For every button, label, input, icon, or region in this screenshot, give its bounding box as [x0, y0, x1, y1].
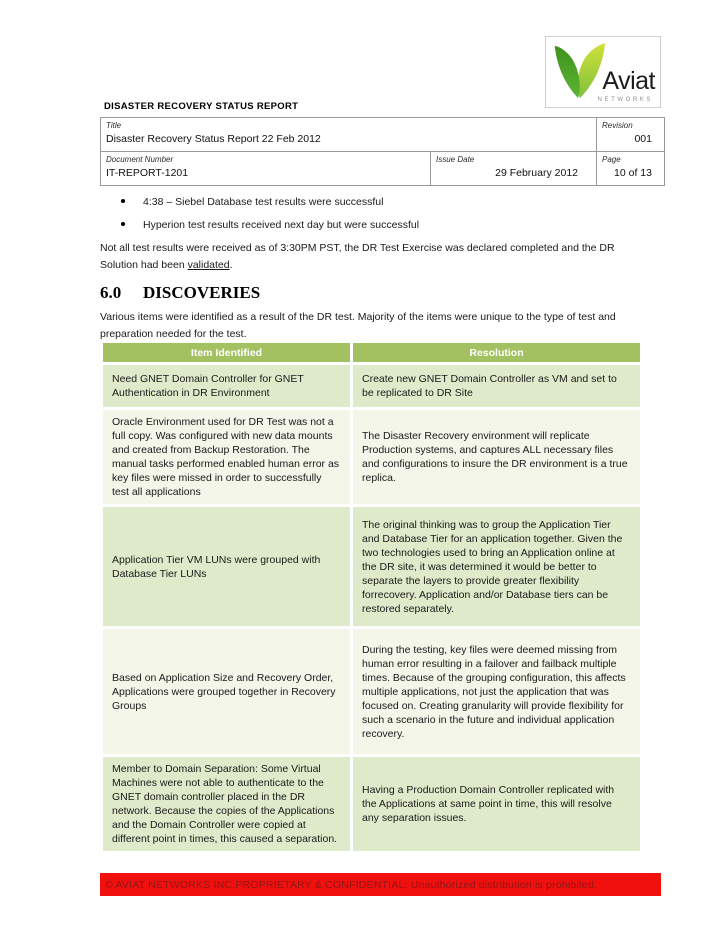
column-header-resolution: Resolution — [353, 343, 640, 362]
resolution-cell: The original thinking was to group the Application Tier and Database Tier for an application together. Given the two technologies used to bring an Application online at the DR site, it was determined it would be better to separate the layers to provide greater flexibility forrecovery. Application and/or Database tiers can be restored separately. — [353, 507, 640, 626]
issue-date-value: 29 February 2012 — [495, 167, 578, 179]
discoveries-table — [103, 343, 640, 851]
item-cell: Oracle Environment used for DR Test was not a full copy. Was configured with new data mounts and created from Backup Restoration. The manual tasks performed enabled human error as key files were missed in order to successfully test all applications — [103, 410, 350, 504]
item-cell: Need GNET Domain Controller for GNET Authentication in DR Environment — [103, 365, 350, 407]
aviat-logo — [545, 36, 661, 108]
table-row — [103, 757, 640, 851]
section-intro: Various items were identified as a result of the DR test. Majority of the items were unique to the type of test and preparation needed for the test. — [100, 311, 616, 340]
table-header-row — [103, 343, 640, 362]
meta-cell-title — [101, 118, 597, 152]
document-number-value: IT-REPORT-1201 — [106, 167, 189, 179]
closing-text-before: Not all test results were received as of 3:30PM PST, the DR Test Exercise was declared completed and the DR Solution had been — [100, 242, 615, 271]
table-row — [103, 365, 640, 407]
bullet-dot-icon — [121, 199, 125, 203]
revision-value: 001 — [634, 133, 652, 145]
resolution-cell: Create new GNET Domain Controller as VM and set to be replicated to DR Site — [353, 365, 640, 407]
page-label: Page — [602, 155, 621, 164]
item-cell: Member to Domain Separation: Some Virtual Machines were not able to authenticate to the GNET domain controller placed in the DR network. Because the copies of the Applications and the Domain Controller were copied at different point in times, this caused a separation. — [103, 757, 350, 851]
table-row — [103, 629, 640, 754]
confidential-footer-bar — [100, 873, 661, 896]
meta-cell-issue-date — [431, 152, 597, 186]
document-number-label: Document Number — [106, 155, 174, 164]
title-value: Disaster Recovery Status Report 22 Feb 2012 — [106, 133, 321, 145]
section-number: 6.0 — [100, 283, 122, 302]
logo-sub-text: NETWORKS — [597, 97, 653, 103]
meta-cell-page — [597, 152, 665, 186]
document-meta-table — [100, 117, 665, 186]
title-label: Title — [106, 121, 122, 130]
confidential-footer-text: © AVIAT NETWORKS INC.PROPRIETARY & CONFIDENTIAL: Unauthorized distribution is prohibited. — [105, 878, 598, 891]
closing-text-underlined: validated — [187, 259, 230, 271]
item-cell: Application Tier VM LUNs were grouped with Database Tier LUNs — [103, 507, 350, 626]
aviat-leaf-icon — [551, 41, 607, 103]
logo-brand-text: Aviat — [602, 67, 655, 95]
column-header-item-identified: Item Identified — [103, 343, 350, 362]
list-item — [100, 196, 645, 208]
bullet-text: 4:38 – Siebel Database test results were successful — [143, 196, 384, 208]
table-row — [103, 410, 640, 504]
issue-date-label: Issue Date — [436, 155, 475, 164]
bullet-dot-icon — [121, 222, 125, 226]
table-row — [103, 507, 640, 626]
meta-cell-revision — [597, 118, 665, 152]
item-cell: Based on Application Size and Recovery Order, Applications were grouped together in Recovery Groups — [103, 629, 350, 754]
bullet-text: Hyperion test results received next day but were successful — [143, 219, 420, 231]
closing-text-after: . — [229, 259, 233, 271]
list-item — [100, 219, 645, 231]
resolution-cell: During the testing, key files were deemed missing from human error resulting in a failover and failback multiple times. Because of the grouping configuration, this affects multiple applications, not just the application that was focused on. Creating granularity will provide flexibility for such a scenario in the future and individual application recovery. — [353, 629, 640, 754]
section-heading — [100, 283, 260, 303]
resolution-cell: The Disaster Recovery environment will replicate Production systems, and captures ALL necessary files and configurations to insure the DR environment is a true replica. — [353, 410, 640, 504]
page-value: 10 of 13 — [614, 167, 652, 179]
report-title: DISASTER RECOVERY STATUS REPORT — [104, 101, 299, 112]
closing-paragraph — [100, 240, 649, 274]
revision-label: Revision — [602, 121, 633, 130]
section-title: DISCOVERIES — [143, 283, 261, 302]
meta-cell-document-number — [101, 152, 431, 186]
resolution-cell: Having a Production Domain Controller replicated with the Applications at same point in time, this will resolve any separation issues. — [353, 757, 640, 851]
